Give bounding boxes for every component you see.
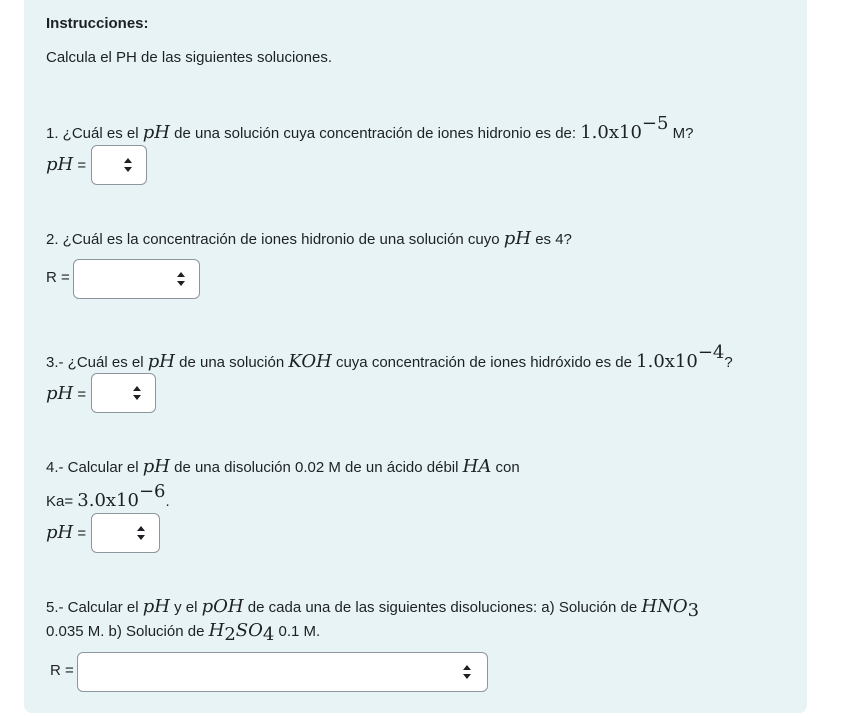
q3-answer-label: pH = <box>46 383 87 404</box>
q4-answer-select[interactable] <box>91 513 160 553</box>
question-5-text-line2 <box>46 620 320 645</box>
q5-compound2-sub2: 4 <box>262 624 275 645</box>
q5-middle2: de cada una de las siguientes disoluciones: a) Solución de <box>243 599 642 616</box>
q1-base: 1.0x10 <box>580 122 642 143</box>
q5-line2-prefix: 0.035 M. b) Solución de <box>46 623 209 640</box>
q5-var1: pH <box>142 596 170 617</box>
q4-line2-suffix: . <box>165 493 170 510</box>
instructions-text: Calcula el PH de las siguientes soluciones. <box>46 49 332 66</box>
q5-line2-suffix: 0.1 M. <box>274 623 321 640</box>
q5-prefix: 5.- Calcular el <box>46 599 143 616</box>
q4-answer-label: pH = <box>46 522 87 543</box>
instructions-title: Instrucciones: <box>46 15 149 32</box>
q2-prefix: 2. ¿Cuál es la concentración de iones hidronio de una solución cuyo <box>46 231 504 248</box>
q3-compound: KOH <box>288 351 332 372</box>
q1-answer-select[interactable] <box>91 145 147 185</box>
question-1-text <box>46 113 693 143</box>
chevron-updown-icon <box>463 665 471 679</box>
q5-middle1: y el <box>169 599 202 616</box>
q4-ka-label: Ka= <box>46 493 78 510</box>
question-2-text <box>46 228 572 249</box>
q1-answer-label: pH = <box>46 154 87 175</box>
q2-answer-select[interactable] <box>73 259 200 299</box>
chevron-updown-icon <box>177 272 185 286</box>
q3-middle1: de una solución <box>174 354 289 371</box>
q3-exp: −4 <box>697 342 725 363</box>
q3-var: pH <box>147 351 175 372</box>
q4-var: pH <box>142 456 170 477</box>
q5-compound1-sub: 3 <box>687 600 700 621</box>
chevron-updown-icon <box>133 386 141 400</box>
chevron-updown-icon <box>137 526 145 540</box>
q5-answer-select[interactable] <box>77 652 488 692</box>
q4-middle: de una disolución 0.02 M de un ácido débil <box>169 459 463 476</box>
q1-var: pH <box>142 122 170 143</box>
q5-var2: pOH <box>201 596 244 617</box>
q4-suffix: con <box>491 459 520 476</box>
question-4-text-line1 <box>46 456 520 477</box>
q3-prefix: 3.- ¿Cuál es el <box>46 354 148 371</box>
q5-answer-label: R = <box>50 662 74 679</box>
q4-base: 3.0x10 <box>77 490 139 511</box>
q3-base: 1.0x10 <box>636 351 698 372</box>
question-5-text-line1 <box>46 596 699 621</box>
q1-exp: −5 <box>641 113 669 134</box>
q2-answer-label: R = <box>46 269 70 286</box>
q4-compound: HA <box>462 456 492 477</box>
question-4-text-line2 <box>46 481 170 511</box>
chevron-updown-icon <box>124 158 132 172</box>
q5-compound2-sub1: 2 <box>224 624 236 645</box>
question-3-text <box>46 342 733 372</box>
q3-middle2: cuya concentración de iones hidróxido es de <box>331 354 637 371</box>
q2-suffix: es 4? <box>531 231 572 248</box>
q5-compound1: HNO <box>641 596 688 617</box>
q3-answer-select[interactable] <box>91 373 156 413</box>
q4-prefix: 4.- Calcular el <box>46 459 143 476</box>
q2-var: pH <box>503 228 532 249</box>
q5-compound2-b: SO <box>235 620 263 641</box>
q1-middle: de una solución cuya concentración de iones hidronio es de: <box>169 125 581 142</box>
q1-suffix: M? <box>668 125 694 142</box>
q1-prefix: 1. ¿Cuál es el <box>46 125 143 142</box>
q5-compound2-a: H <box>208 620 225 641</box>
q3-suffix: ? <box>724 354 733 371</box>
q4-exp: −6 <box>138 481 166 502</box>
